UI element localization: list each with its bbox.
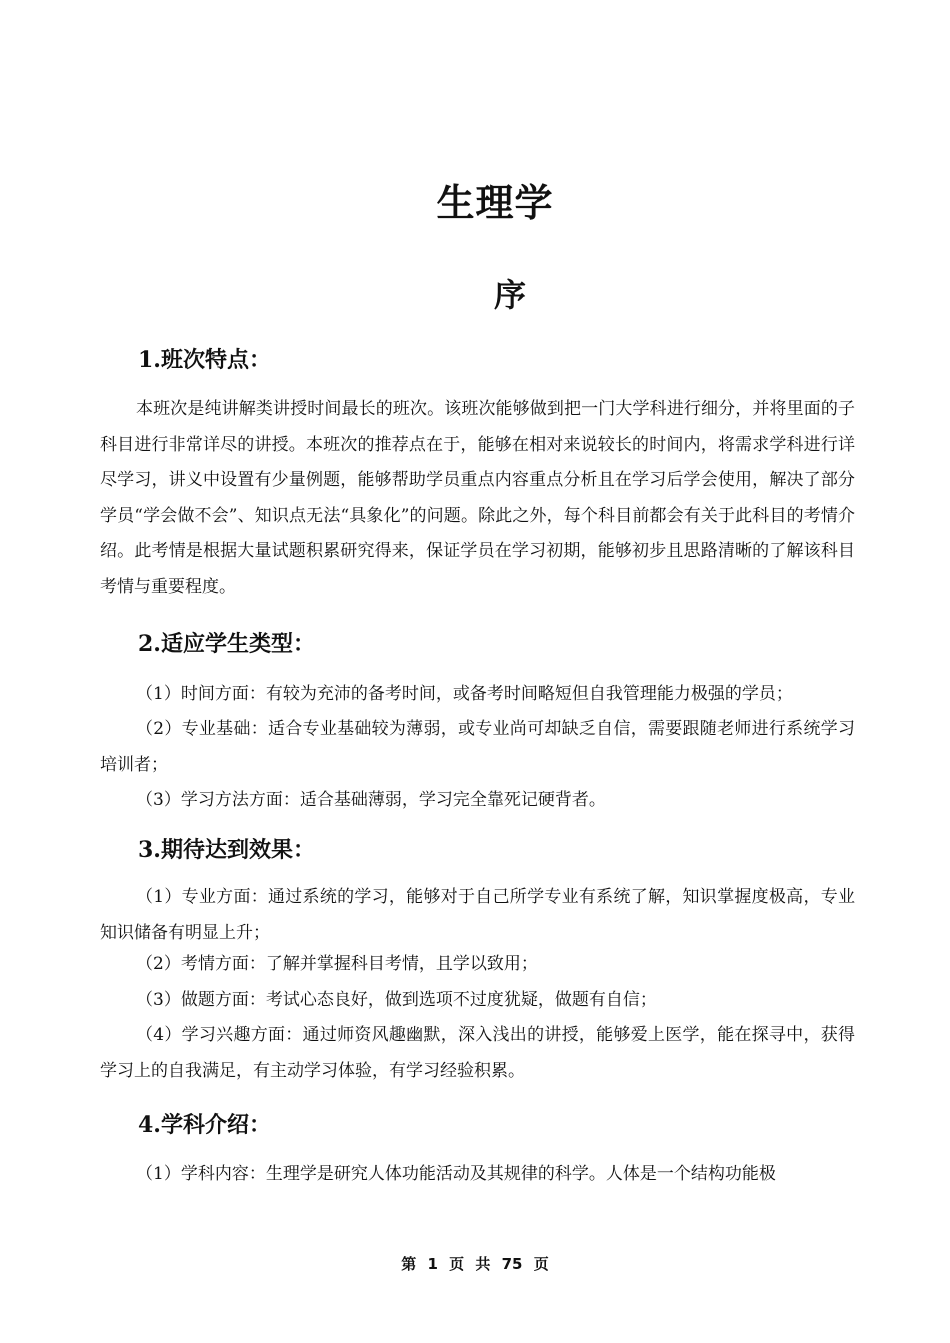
- section-heading-subject-intro: 4.学科介绍：: [138, 1112, 271, 1138]
- page-number: 第 1 页 共 75 页: [401, 1255, 549, 1273]
- paragraph: （2）考情方面：了解并掌握科目考情，且学以致用；: [136, 954, 538, 974]
- paragraph: （3）学习方法方面：适合基础薄弱，学习完全靠死记硬背者。: [136, 790, 606, 810]
- paragraph: 本班次是纯讲解类讲授时间最长的班次。该班次能够做到把一门大学科进行细分，并将里面的子科目进行非常详尽的讲授。本班次的推荐点在于，能够在相对来说较长的时间内，将需求学科进行详尽学习，讲义中设置有少量例题，能够帮助学员重点内容重点分析且在学习后学会使用，解决了部分学员“学会做不会”、知识点无法“具象化”的问题。除此之外，每个科目前都会有关于此科目的考情介绍。此考情是根据大量试题积累研究得来，保证学员在学习初期，能够初步且思路清晰的了解该科目考情与重要程度。: [100, 399, 855, 597]
- paragraph: （3）做题方面：考试心态良好，做到选项不过度犹疑，做题有自信；: [136, 990, 657, 1010]
- section-heading-suitable-students: 2.适应学生类型：: [138, 631, 315, 657]
- section-heading-expected-results: 3.期待达到效果：: [138, 837, 315, 863]
- paragraph: （2）专业基础：适合专业基础较为薄弱，或专业尚可却缺乏自信，需要跟随老师进行系统学习培训者；: [100, 719, 855, 775]
- paragraph: （4）学习兴趣方面：通过师资风趣幽默，深入浅出的讲授，能够爱上医学，能在探寻中，获得学习上的自我满足，有主动学习体验，有学习经验积累。: [100, 1025, 855, 1081]
- paragraph: （1）专业方面：通过系统的学习，能够对于自己所学专业有系统了解，知识掌握度极高，专业知识储备有明显上升；: [100, 887, 855, 943]
- document-subtitle: 序: [493, 276, 526, 314]
- paragraph: （1）学科内容：生理学是研究人体功能活动及其规律的科学。人体是一个结构功能极: [136, 1164, 776, 1184]
- section-heading-class-features: 1.班次特点：: [138, 347, 271, 373]
- document-title: 生理学: [436, 180, 554, 225]
- paragraph: （1）时间方面：有较为充沛的备考时间，或备考时间略短但自我管理能力极强的学员；: [136, 684, 793, 704]
